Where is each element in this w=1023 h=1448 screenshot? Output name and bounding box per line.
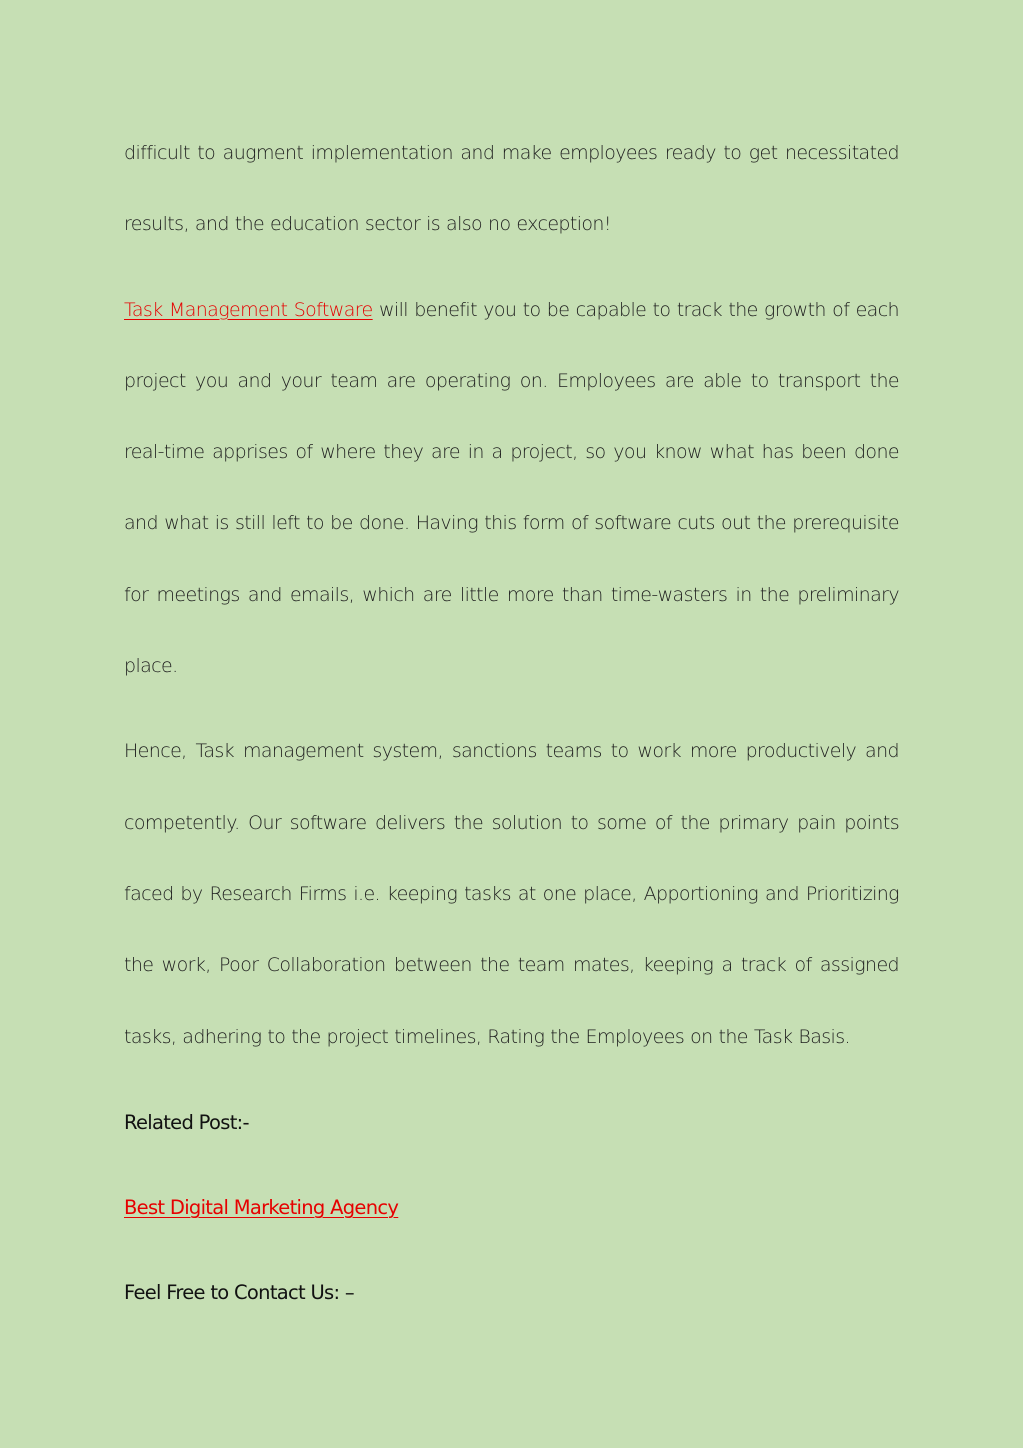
- paragraph-task-system-benefits: Hence, Task management system, sanctions teams to work more productively and competently. Our software delivers the solution to some of the primary pain points faced by Research Firms i.e. keeping tasks at one place, Apportioning and Prioritizing the work, Poor Collaboration between the team mates, keeping a track of assigned tasks, adhering to the project timelines, Rating the Employees on the Task Basis.: [124, 740, 899, 1048]
- related-post-item: [124, 1172, 899, 1243]
- paragraph-intro-continuation: difficult to augment implementation and make employees ready to get necessitated results, and the education sector is also no exception!: [124, 142, 899, 236]
- related-post-heading: Related Post:-: [124, 1110, 249, 1134]
- paragraph-task-management-text: will benefit you to be capable to track the growth of each project you and your team are operating on. Employees are able to transport the real-time apprises of where they are in a project, so you know what has been done and what is still left to be done. Having this form of software cuts out the prerequisite for meetings and emails, which are little more than time-wasters in the preliminary place.: [124, 298, 899, 678]
- paragraph-task-management: [124, 275, 899, 703]
- best-digital-marketing-agency-link[interactable]: Best Digital Marketing Agency: [124, 1195, 399, 1219]
- task-management-software-link[interactable]: Task Management Software: [124, 298, 373, 321]
- related-posts-section: [124, 1087, 899, 1243]
- document-body: [124, 118, 899, 1328]
- contact-heading: Feel Free to Contact Us: –: [124, 1280, 354, 1304]
